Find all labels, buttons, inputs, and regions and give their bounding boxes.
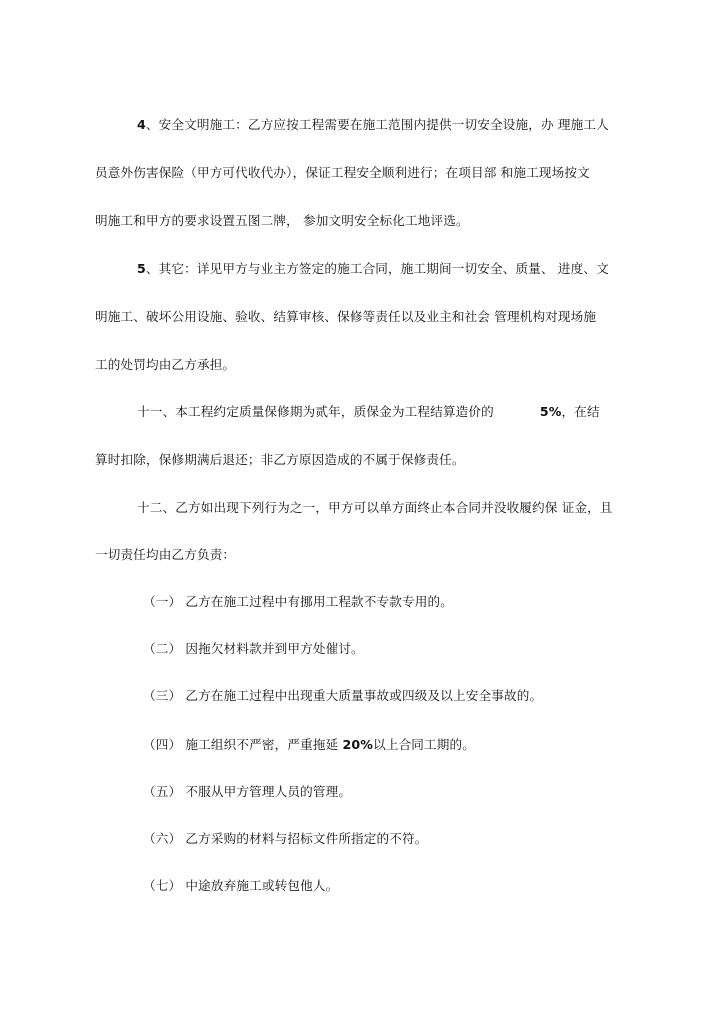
list-item bbox=[143, 733, 475, 757]
clause-5-line-3: 工的处罚均由乙方承担。 bbox=[95, 357, 236, 372]
clause-5-line-1 bbox=[137, 257, 609, 281]
warranty-percent: 5% bbox=[539, 404, 562, 419]
list-item-mark: （七） bbox=[143, 878, 182, 893]
list-item bbox=[143, 780, 351, 804]
list-item-mark: （三） bbox=[143, 688, 182, 703]
list-item-mark: （一） bbox=[143, 594, 182, 609]
clause-5-number: 5 bbox=[137, 261, 146, 276]
list-item bbox=[143, 874, 338, 898]
clause-5-line-2: 明施工、破坏公用设施、验收、结算审核、保修等责任以及业主和社会 管理机构对现场施 bbox=[95, 309, 597, 324]
list-item bbox=[143, 637, 364, 661]
clause-4-line-2: 员意外伤害保险（甲方可代收代办），保证工程安全顺利进行；在项目部 和施工现场按文 bbox=[95, 165, 590, 180]
list-item-mark: （二） bbox=[143, 641, 182, 656]
list-item bbox=[143, 684, 542, 708]
section-12-line-1: 十二、乙方如出现下列行为之一，甲方可以单方面终止本合同并没收履约保 证金，且 bbox=[137, 500, 613, 515]
list-item-text: 不服从甲方管理人员的管理。 bbox=[185, 784, 352, 799]
section-11-text-a: 十一、本工程约定质量保修期为贰年，质保金为工程结算造价的 bbox=[137, 404, 494, 419]
section-11-line-1 bbox=[137, 400, 600, 424]
list-item bbox=[143, 590, 453, 614]
section-11-text-b: ，在结 bbox=[561, 404, 600, 419]
list-item-text: 中途放弃施工或转包他人。 bbox=[185, 878, 339, 893]
list-item-text: 因拖欠材料款并到甲方处催讨。 bbox=[185, 641, 364, 656]
clause-4-text-1: 、安全文明施工：乙方应按工程需要在施工范围内提供一切安全设施，办 理施工人 bbox=[145, 117, 609, 132]
delay-percent: 20% bbox=[342, 737, 374, 752]
clause-4-number: 4 bbox=[137, 117, 146, 132]
list-item-text: 乙方在施工过程中有挪用工程款不专款专用的。 bbox=[185, 594, 454, 609]
section-12-line-2: 一切责任均由乙方负责： bbox=[95, 547, 236, 562]
clause-4-line-3: 明施工和甲方的要求设置五图二牌， 参加文明安全标化工地评选。 bbox=[95, 213, 469, 228]
clause-4-line-1 bbox=[137, 113, 609, 137]
list-item-mark: （五） bbox=[143, 784, 182, 799]
clause-5-text-1: 、其它：详见甲方与业主方签定的施工合同，施工期间一切安全、质量、 进度、文 bbox=[145, 261, 609, 276]
list-item-text: 乙方采购的材料与招标文件所指定的不符。 bbox=[185, 831, 428, 846]
list-item bbox=[143, 827, 428, 851]
list-item-text-b: 以上合同工期的。 bbox=[373, 737, 476, 752]
list-item-text: 施工组织不严密，严重拖延 bbox=[185, 737, 343, 752]
list-item-mark: （六） bbox=[143, 831, 182, 846]
section-11-line-2: 算时扣除，保修期满后退还；非乙方原因造成的不属于保修责任。 bbox=[95, 452, 465, 467]
list-item-mark: （四） bbox=[143, 737, 182, 752]
list-item-text: 乙方在施工过程中出现重大质量事故或四级及以上安全事故的。 bbox=[185, 688, 543, 703]
